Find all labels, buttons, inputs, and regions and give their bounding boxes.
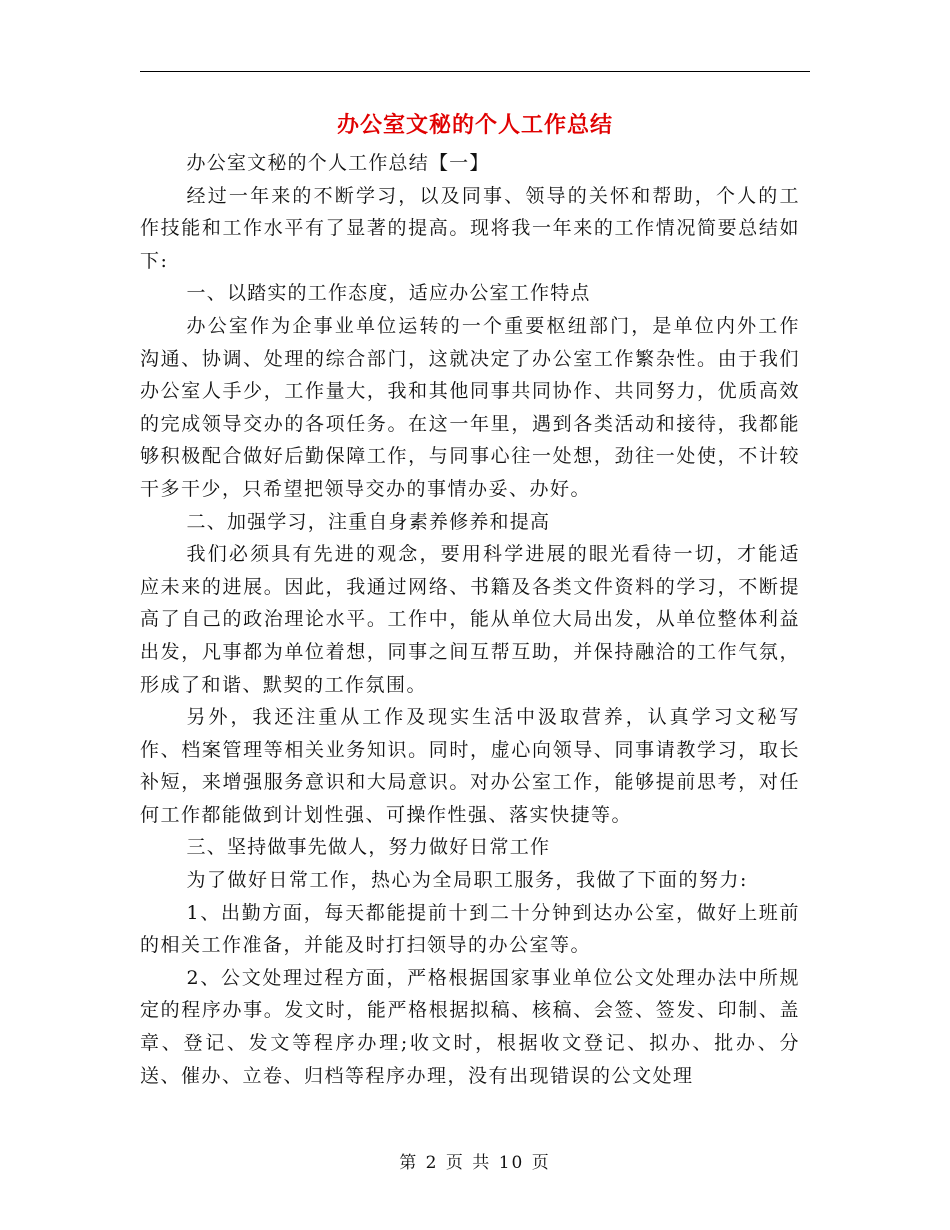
document-body <box>140 147 800 1092</box>
paragraph: 2、公文处理过程方面，严格根据国家事业单位公文处理办法中所规定的程序办事。发文时，能严格根据拟稿、核稿、会签、签发、印制、盖章、登记、发文等程序办理;收文时，根据收文登记、拟办、批办、分送、催办、立卷、归档等程序办理，没有出现错误的公文处理 <box>140 966 800 1087</box>
page-footer: 第 2 页 共 10 页 <box>399 1153 551 1173</box>
section-heading-2: 二、加强学习，注重自身素养修养和提高 <box>186 510 551 533</box>
paragraph-intro: 经过一年来的不断学习，以及同事、领导的关怀和帮助，个人的工作技能和工作水平有了显著的提高。现将我一年来的工作情况简要总结如下: <box>140 184 800 272</box>
paragraph: 为了做好日常工作，热心为全局职工服务，我做了下面的努力: <box>186 869 748 892</box>
header-rule <box>140 71 810 72</box>
section-heading-1: 一、以踏实的工作态度，适应办公室工作特点 <box>186 282 591 305</box>
document-title: 办公室文秘的个人工作总结 <box>336 113 613 138</box>
paragraph: 另外，我还注重从工作及现实生活中汲取营养，认真学习文秘写作、档案管理等相关业务知识。同时，虚心向领导、同事请教学习，取长补短，来增强服务意识和大局意识。对办公室工作，能够提前思考，对任何工作都能做到计划性强、可操作性强、落实快捷等。 <box>140 706 800 826</box>
section-heading-3: 三、坚持做事先做人，努力做好日常工作 <box>186 836 551 859</box>
paragraph: 办公室作为企事业单位运转的一个重要枢纽部门，是单位内外工作沟通、协调、处理的综合部门，这就决定了办公室工作繁杂性。由于我们办公室人手少，工作量大，我和其他同事共同协作、共同努力，优质高效的完成领导交办的各项任务。在这一年里，遇到各类活动和接待，我都能够积极配合做好后勤保障工作，与同事心往一处想，劲往一处使，不计较干多干少，只希望把领导交办的事情办妥、办好。 <box>140 314 800 500</box>
paragraph: 1、出勤方面，每天都能提前十到二十分钟到达办公室，做好上班前的相关工作准备，并能及时打扫领导的办公室等。 <box>140 901 800 957</box>
paragraph: 我们必须具有先进的观念，要用科学进展的眼光看待一切，才能适应未来的进展。因此，我通过网络、书籍及各类文件资料的学习，不断提高了自己的政治理论水平。工作中，能从单位大局出发，从单位整体利益出发，凡事都为单位着想，同事之间互帮互助，并保持融洽的工作气氛，形成了和谐、默契的工作氛围。 <box>140 543 800 696</box>
section-subtitle: 办公室文秘的个人工作总结【一】 <box>186 152 490 174</box>
